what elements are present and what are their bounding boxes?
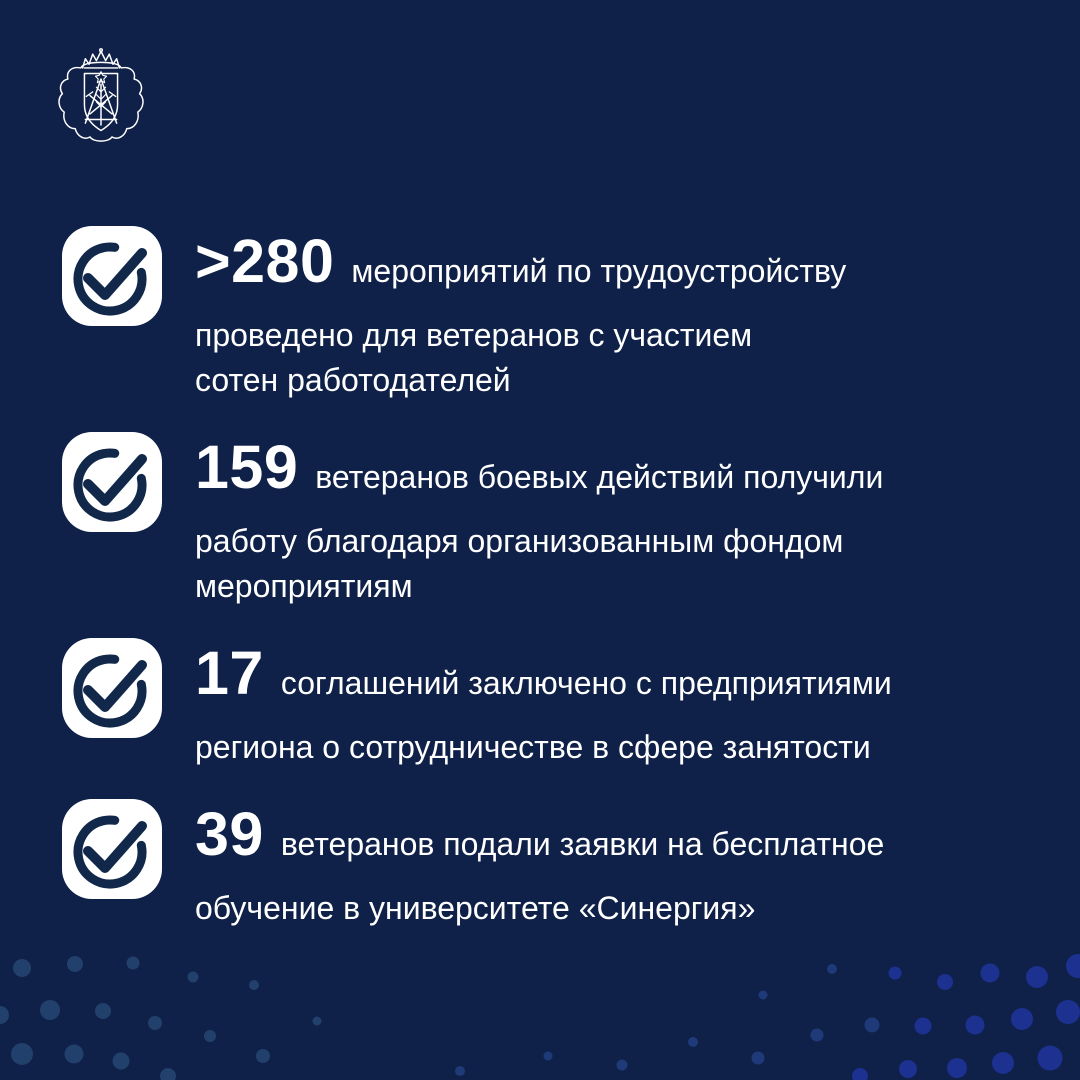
stat-line: соглашений заключено с предприятиями [280,665,892,701]
stat-number: 159 [195,433,299,501]
stat-item-agreements [62,638,1022,770]
check-circle-icon [62,432,162,532]
stat-line: обучение в университете «Синергия» [195,890,756,926]
stat-line: работу благодаря организованным фондом [195,523,844,559]
stat-item-education [62,799,1022,931]
stat-line: региона о сотрудничестве в сфере занятости [195,729,871,765]
stat-text [195,638,892,770]
stat-number: >280 [195,227,335,295]
check-circle-icon [62,638,162,738]
check-circle-icon [62,799,162,899]
stat-text [195,799,884,931]
stat-number: 39 [195,800,264,868]
coat-of-arms-graphic [55,47,147,145]
stat-number: 17 [195,639,264,707]
stat-line: ветеранов подали заявки на бесплатное [280,826,885,862]
stat-line: проведено для ветеранов с участием [195,317,753,353]
stat-text [195,226,846,403]
stat-line: ветеранов боевых действий получили [315,459,884,495]
coat-of-arms [55,47,147,145]
stat-text [195,432,883,609]
stat-item-veterans-employed [62,432,1022,609]
stat-item-events [62,226,1022,403]
stat-line: сотен работодателей [195,362,511,398]
stat-line: мероприятиям [195,568,413,604]
stats-list [62,226,1022,960]
check-circle-icon [62,226,162,326]
stat-line: мероприятий по трудоустройству [351,253,847,289]
